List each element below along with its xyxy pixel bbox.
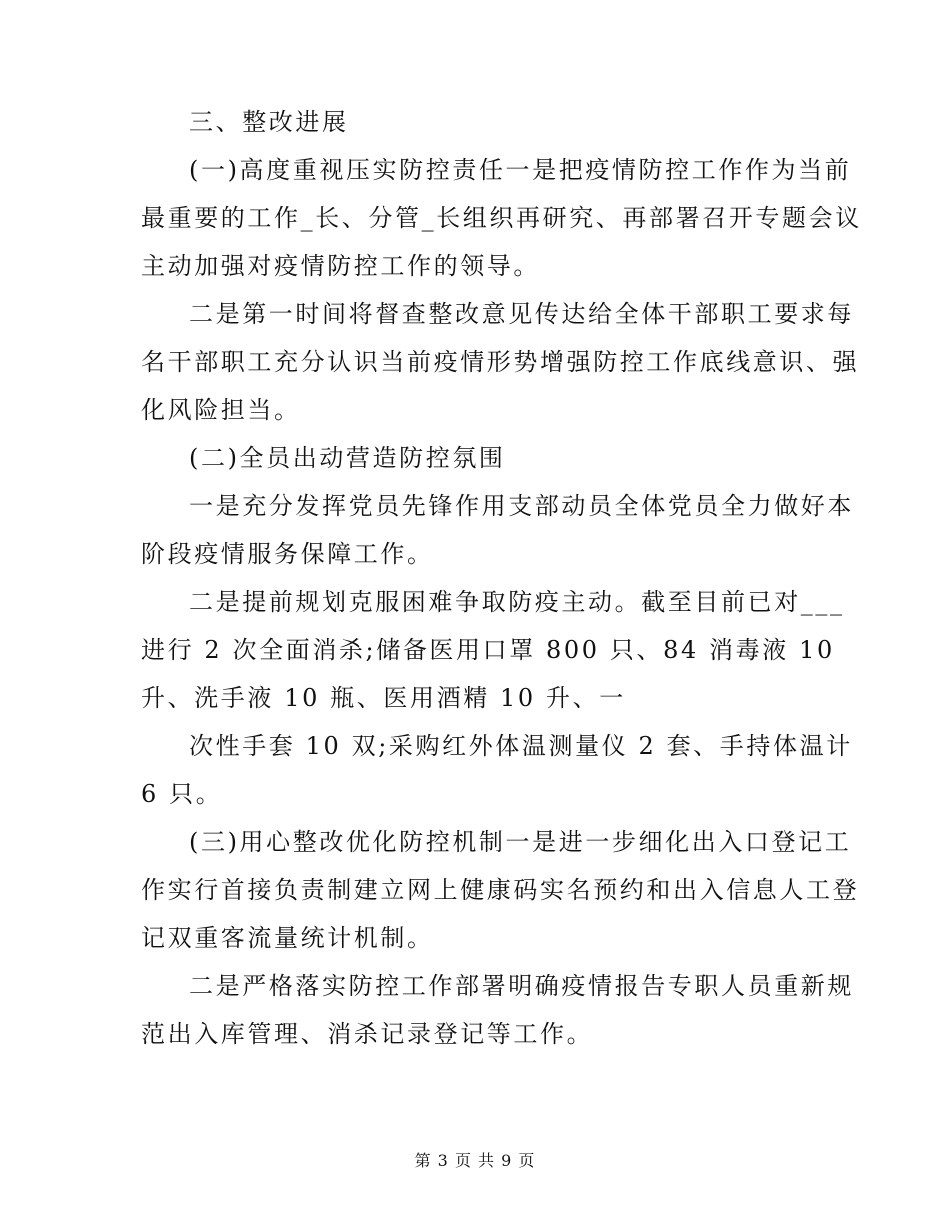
paragraph-line: 次性手套 10 双;采购红外体温测量仪 2 套、手持体温计 [189, 732, 853, 760]
paragraph-line: 名干部职工充分认识当前疫情形势增强防控工作底线意识、强 [141, 348, 860, 376]
paragraph-line: 二是第一时间将督查整改意见传达给全体干部职工要求每 [189, 300, 854, 328]
paragraph-line: 化风险担当。 [141, 396, 301, 424]
paragraph-line: 最重要的工作_长、分管_长组织再研究、再部署召开专题会议 [141, 204, 862, 232]
paragraph-line: 二是严格落实防控工作部署明确疫情报告专职人员重新规 [189, 972, 854, 1000]
paragraph-line: 范出入库管理、消杀记录登记等工作。 [141, 1020, 594, 1048]
paragraph-line: (三)用心整改优化防控机制一是进一步细化出入口登记工 [189, 828, 852, 856]
paragraph-line: 主动加强对疫情防控工作的领导。 [141, 252, 540, 280]
paragraph-line: 一是充分发挥党员先锋作用支部动员全体党员全力做好本 [189, 492, 854, 520]
paragraph-line: 阶段疫情服务保障工作。 [141, 540, 434, 568]
paragraph-line: 作实行首接负责制建立网上健康码实名预约和出入信息人工登 [141, 876, 860, 904]
paragraph-line: 记双重客流量统计机制。 [141, 924, 434, 952]
paragraph-line: 6 只。 [141, 780, 223, 808]
subsection-heading: (二)全员出动营造防控氛围 [189, 444, 506, 472]
page-number-footer: 第 3 页 共 9 页 [414, 1151, 536, 1170]
paragraph-line: 进行 2 次全面消杀;储备医用口罩 800 只、84 消毒液 10 [141, 636, 835, 664]
section-heading: 三、整改进展 [189, 108, 349, 136]
paragraph-line: 升、洗手液 10 瓶、医用酒精 10 升、一 [141, 684, 626, 712]
paragraph-line: 二是提前规划克服困难争取防疫主动。截至目前已对___ [189, 588, 845, 616]
paragraph-line: (一)高度重视压实防控责任一是把疫情防控工作作为当前 [189, 156, 852, 184]
